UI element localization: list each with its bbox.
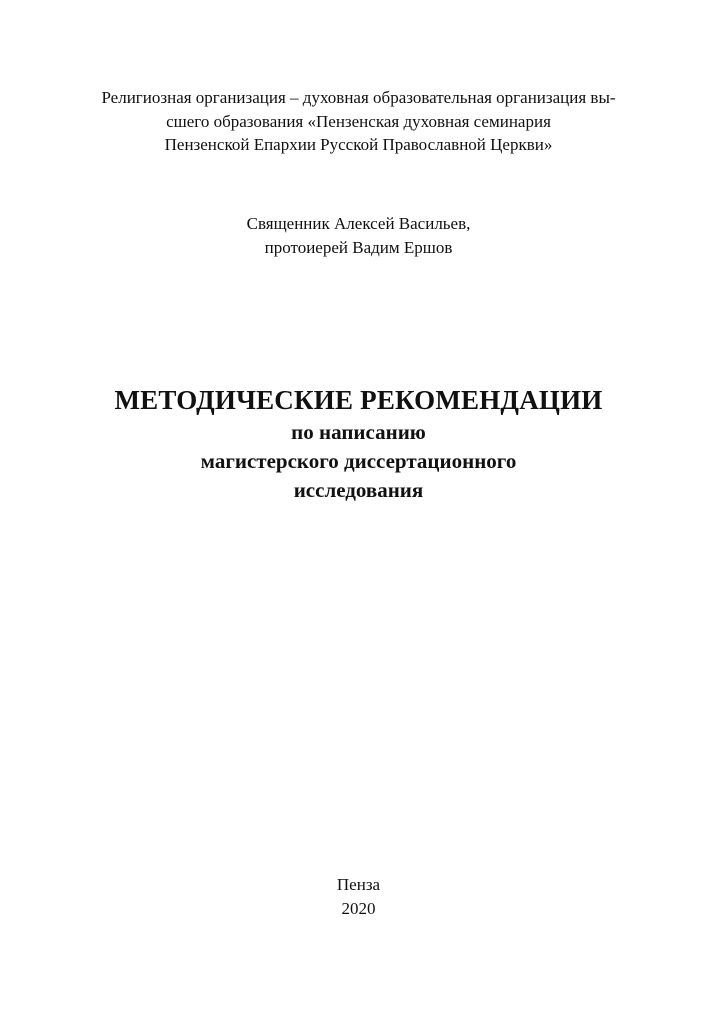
imprint-year: 2020 (341, 898, 376, 918)
imprint-city: Пенза (336, 875, 381, 894)
organization-line-1: Религиозная организация – духовная образовательная организация вы- (101, 88, 616, 107)
organization-block (60, 86, 657, 157)
title-main: МЕТОДИЧЕСКИЕ РЕКОМЕНДАЦИИ (114, 385, 603, 415)
subtitle-line-2: магистерского диссертационного (200, 449, 517, 473)
imprint-block (60, 873, 657, 920)
document-title (40, 382, 677, 505)
subtitle-line-1: по написанию (291, 420, 426, 444)
organization-line-3: Пензенской Епархии Русской Православной Церкви» (164, 135, 553, 154)
organization-line-2: сшего образования «Пензенская духовная семинария (166, 111, 551, 131)
subtitle-line-3: исследования (293, 478, 424, 502)
author-line-1: Священник Алексей Васильев, (246, 214, 471, 233)
authors-block (60, 212, 657, 259)
author-line-2: протоиерей Вадим Ершов (264, 237, 453, 257)
